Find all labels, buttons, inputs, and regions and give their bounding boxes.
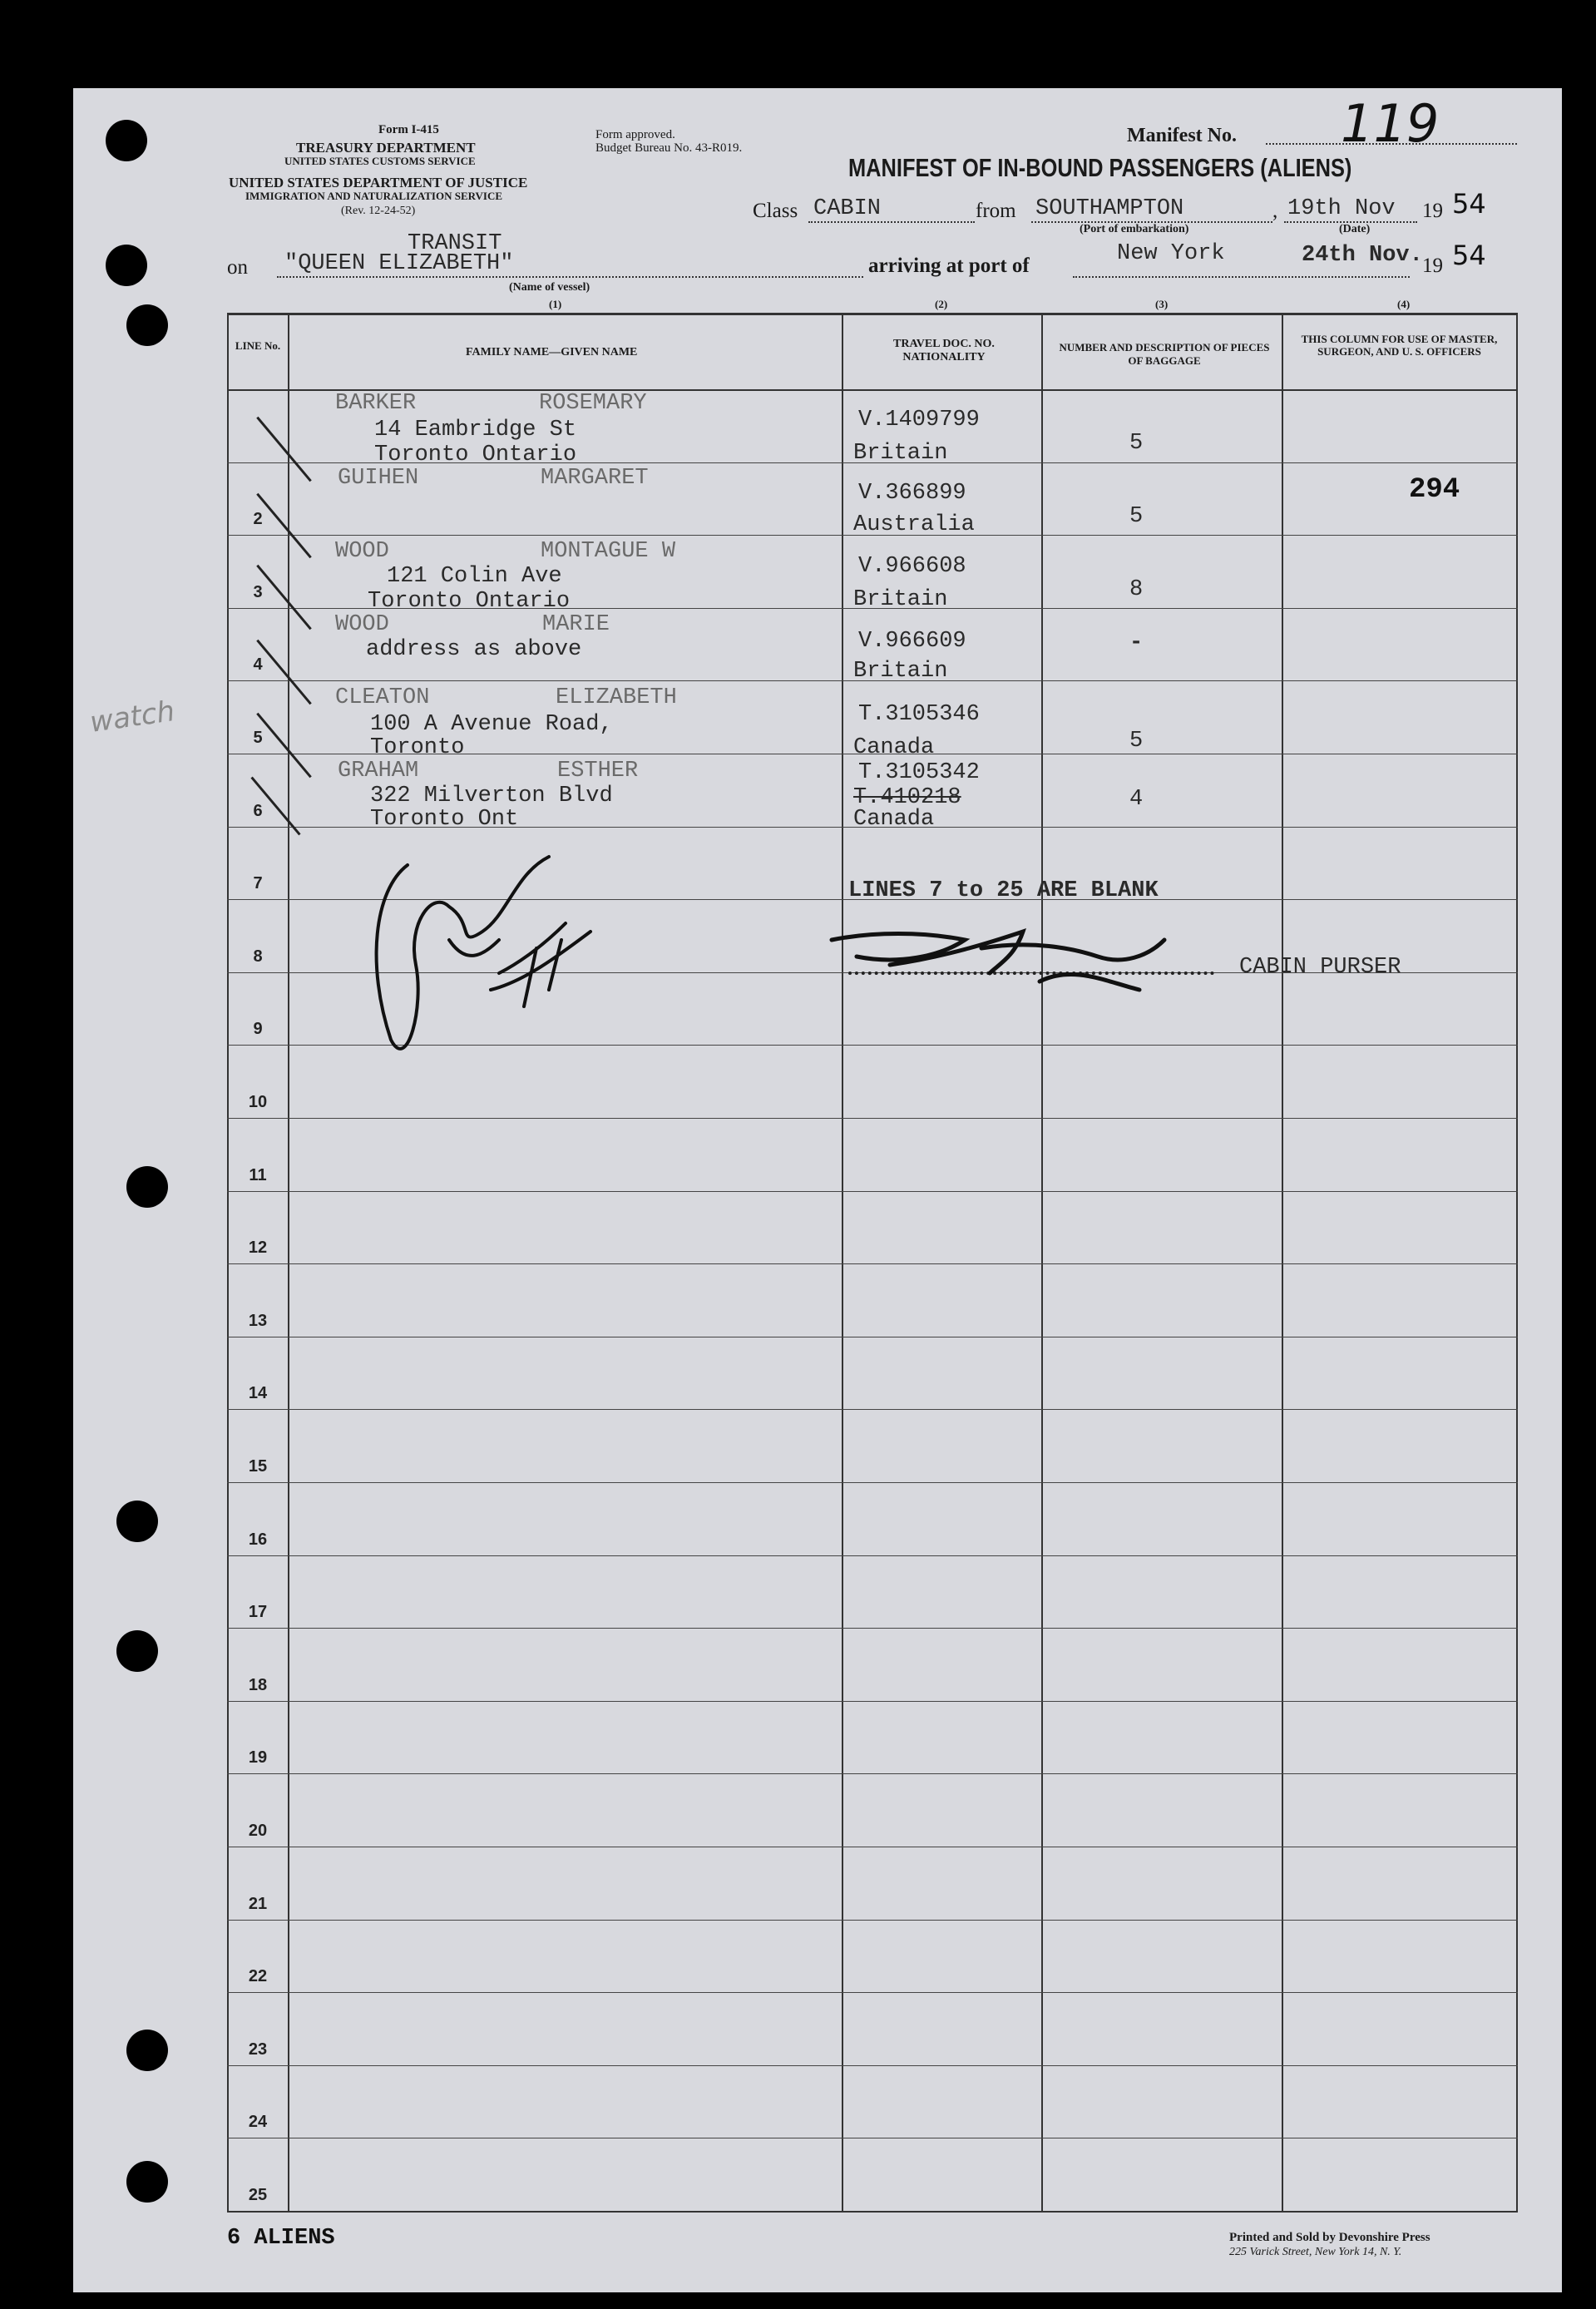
address-line: Toronto — [370, 735, 465, 760]
revision: (Rev. 12-24-52) — [341, 205, 416, 217]
vessel-name: "QUEEN ELIZABETH" — [284, 251, 514, 276]
address-line: address as above — [366, 637, 582, 662]
printer-line-1: Printed and Sold by Devonshire Press — [1229, 2231, 1430, 2244]
class-label: Class — [753, 200, 798, 222]
line-number: 25 — [248, 2186, 268, 2204]
arrival-port: New York — [1117, 241, 1225, 266]
line-number: 21 — [248, 1895, 268, 1913]
manifest-page — [73, 88, 1562, 2292]
date-caption: (Date) — [1339, 223, 1371, 235]
travel-doc: T.3105342 — [858, 760, 980, 785]
nationality: Britain — [853, 659, 948, 684]
baggage-count: 5 — [1129, 504, 1144, 529]
line-number: 2 — [253, 510, 263, 528]
nationality: Canada — [853, 735, 935, 760]
family-name: BARKER — [335, 391, 417, 416]
on-label: on — [227, 256, 248, 279]
given-name: MARIE — [542, 612, 610, 637]
line-number: 11 — [249, 1166, 267, 1184]
line-number: 5 — [253, 729, 263, 747]
given-name: ROSEMARY — [539, 391, 647, 416]
row-separator — [227, 1992, 1518, 1993]
line-number: 14 — [248, 1384, 268, 1402]
address-line: 121 Colin Ave — [387, 564, 562, 589]
from-label: from — [976, 200, 1016, 222]
address-line: Toronto Ontario — [368, 589, 571, 614]
vessel-caption: (Name of vessel) — [509, 281, 590, 294]
row-separator — [227, 1409, 1518, 1410]
form-number: Form I-415 — [378, 123, 439, 136]
arrival-year-prefix: 19 — [1422, 255, 1443, 277]
line-number: 24 — [248, 2113, 268, 2131]
given-name: ELIZABETH — [556, 685, 677, 710]
date-value: 19th Nov — [1287, 196, 1396, 221]
baggage-count: 5 — [1129, 431, 1144, 456]
line-number: 7 — [253, 874, 263, 892]
family-name: WOOD — [335, 539, 389, 564]
baggage-count: 4 — [1129, 787, 1144, 812]
line-number: 16 — [248, 1530, 268, 1549]
from-value: SOUTHAMPTON — [1035, 196, 1184, 221]
line-number: 17 — [248, 1603, 268, 1621]
line-number: 13 — [248, 1312, 268, 1330]
address-line: Toronto Ontario — [374, 443, 577, 467]
address-line: Toronto Ont — [370, 807, 519, 832]
nationality: Britain — [853, 441, 948, 466]
line-number: 18 — [248, 1676, 268, 1694]
col-doc: TRAVEL DOC. NO. NATIONALITY — [893, 338, 995, 363]
address-line: 100 A Avenue Road, — [370, 712, 613, 737]
officer-stamp: 294 — [1409, 474, 1460, 506]
justice-dept: UNITED STATES DEPARTMENT OF JUSTICE — [229, 175, 528, 190]
address-line: 14 Eambridge St — [374, 418, 577, 443]
col-name: FAMILY NAME—GIVEN NAME — [466, 346, 638, 358]
line-number: 6 — [253, 802, 263, 820]
nationality: Canada — [853, 807, 935, 832]
line-number: 8 — [253, 947, 263, 966]
line-number: 12 — [248, 1239, 268, 1257]
family-name: CLEATON — [335, 685, 430, 710]
given-name: MARGARET — [541, 466, 649, 491]
travel-doc: V.966609 — [858, 629, 966, 654]
col-line-no: LINE No. — [235, 339, 281, 352]
customs-service: UNITED STATES CUSTOMS SERVICE — [284, 155, 476, 167]
row-separator — [227, 1191, 1518, 1192]
arriving-label: arriving at port of — [868, 255, 1030, 277]
purser-signature — [823, 907, 1173, 1006]
line-number: 19 — [248, 1748, 268, 1767]
row-separator — [227, 1482, 1518, 1483]
binder-hole — [126, 2030, 168, 2071]
row-separator — [227, 1628, 1518, 1629]
baggage-count: 8 — [1129, 577, 1144, 602]
line-number: 9 — [253, 1020, 263, 1038]
nationality: Britain — [853, 587, 948, 612]
port-embark-caption: (Port of embarkation) — [1080, 223, 1189, 235]
col-num-3: (3) — [1155, 298, 1169, 310]
class-value: CABIN — [813, 196, 882, 221]
manifest-title: MANIFEST OF IN-BOUND PASSENGERS (ALIENS) — [848, 153, 1352, 182]
arrival-year-suffix: 54 — [1452, 240, 1486, 271]
row-separator — [227, 1555, 1518, 1556]
travel-doc: V.966608 — [858, 554, 966, 579]
binder-hole — [116, 1501, 158, 1542]
family-name: GUIHEN — [338, 466, 419, 491]
travel-doc: V.1409799 — [858, 408, 980, 433]
binder-hole — [106, 245, 147, 286]
blank-lines-note: LINES 7 to 25 ARE BLANK — [848, 878, 1159, 903]
line-number: 15 — [248, 1457, 268, 1476]
row-separator — [227, 1773, 1518, 1774]
binder-hole — [126, 304, 168, 346]
col-num-2: (2) — [935, 298, 948, 310]
binder-hole — [126, 2161, 168, 2203]
line-number: 4 — [253, 655, 263, 674]
col-officers: THIS COLUMN FOR USE OF MASTER, SURGEON, AND U. S. OFFICERS — [1301, 333, 1498, 358]
travel-doc: V.366899 — [858, 481, 966, 506]
line-number: 3 — [253, 583, 263, 601]
margin-note: watch — [87, 695, 177, 739]
alien-count: 6 ALIENS — [227, 2226, 335, 2251]
baggage-count: 5 — [1129, 729, 1144, 754]
budget-bureau: Budget Bureau No. 43-R019. — [595, 141, 743, 155]
manifest-no-label: Manifest No. — [1127, 125, 1237, 146]
address-line: 322 Milverton Blvd — [370, 784, 613, 808]
col-num-4: (4) — [1397, 298, 1411, 310]
row-separator — [227, 1263, 1518, 1264]
family-name: WOOD — [335, 612, 389, 637]
row-separator — [227, 1118, 1518, 1119]
given-name: ESTHER — [557, 759, 639, 784]
transit-note: TRANSIT — [408, 231, 502, 256]
printer-line-2: 225 Varick Street, New York 14, N. Y. — [1229, 2246, 1402, 2258]
travel-doc-struck: T.410218 — [853, 785, 961, 810]
line-number: 23 — [248, 2040, 268, 2059]
row-separator — [227, 1920, 1518, 1921]
col-num-1: (1) — [549, 298, 562, 310]
binder-hole — [126, 1166, 168, 1208]
travel-doc: T.3105346 — [858, 702, 980, 727]
treasury-dept: TREASURY DEPARTMENT — [296, 140, 476, 156]
baggage-count: - — [1129, 630, 1144, 655]
manifest-number: 119 — [1341, 93, 1440, 154]
form-approved: Form approved. — [595, 128, 675, 141]
line-number: 10 — [248, 1093, 268, 1111]
year-suffix: 54 — [1452, 188, 1486, 220]
binder-hole — [116, 1630, 158, 1672]
line-number: 20 — [248, 1822, 268, 1840]
family-name: GRAHAM — [338, 759, 419, 784]
given-name: MONTAGUE W — [541, 539, 676, 564]
purser-title: CABIN PURSER — [1239, 955, 1401, 980]
year-prefix: 19 — [1422, 200, 1443, 222]
binder-hole — [106, 120, 147, 161]
col-baggage: NUMBER AND DESCRIPTION OF PIECES OF BAGGAGE — [1059, 341, 1270, 367]
row-separator — [227, 1701, 1518, 1702]
ins-service: IMMIGRATION AND NATURALIZATION SERVICE — [245, 190, 503, 202]
officer-signature — [358, 840, 599, 1073]
arrival-date: 24th Nov. — [1302, 243, 1423, 268]
nationality: Australia — [853, 512, 975, 537]
row-separator — [227, 2065, 1518, 2066]
line-number: 22 — [248, 1967, 268, 1985]
